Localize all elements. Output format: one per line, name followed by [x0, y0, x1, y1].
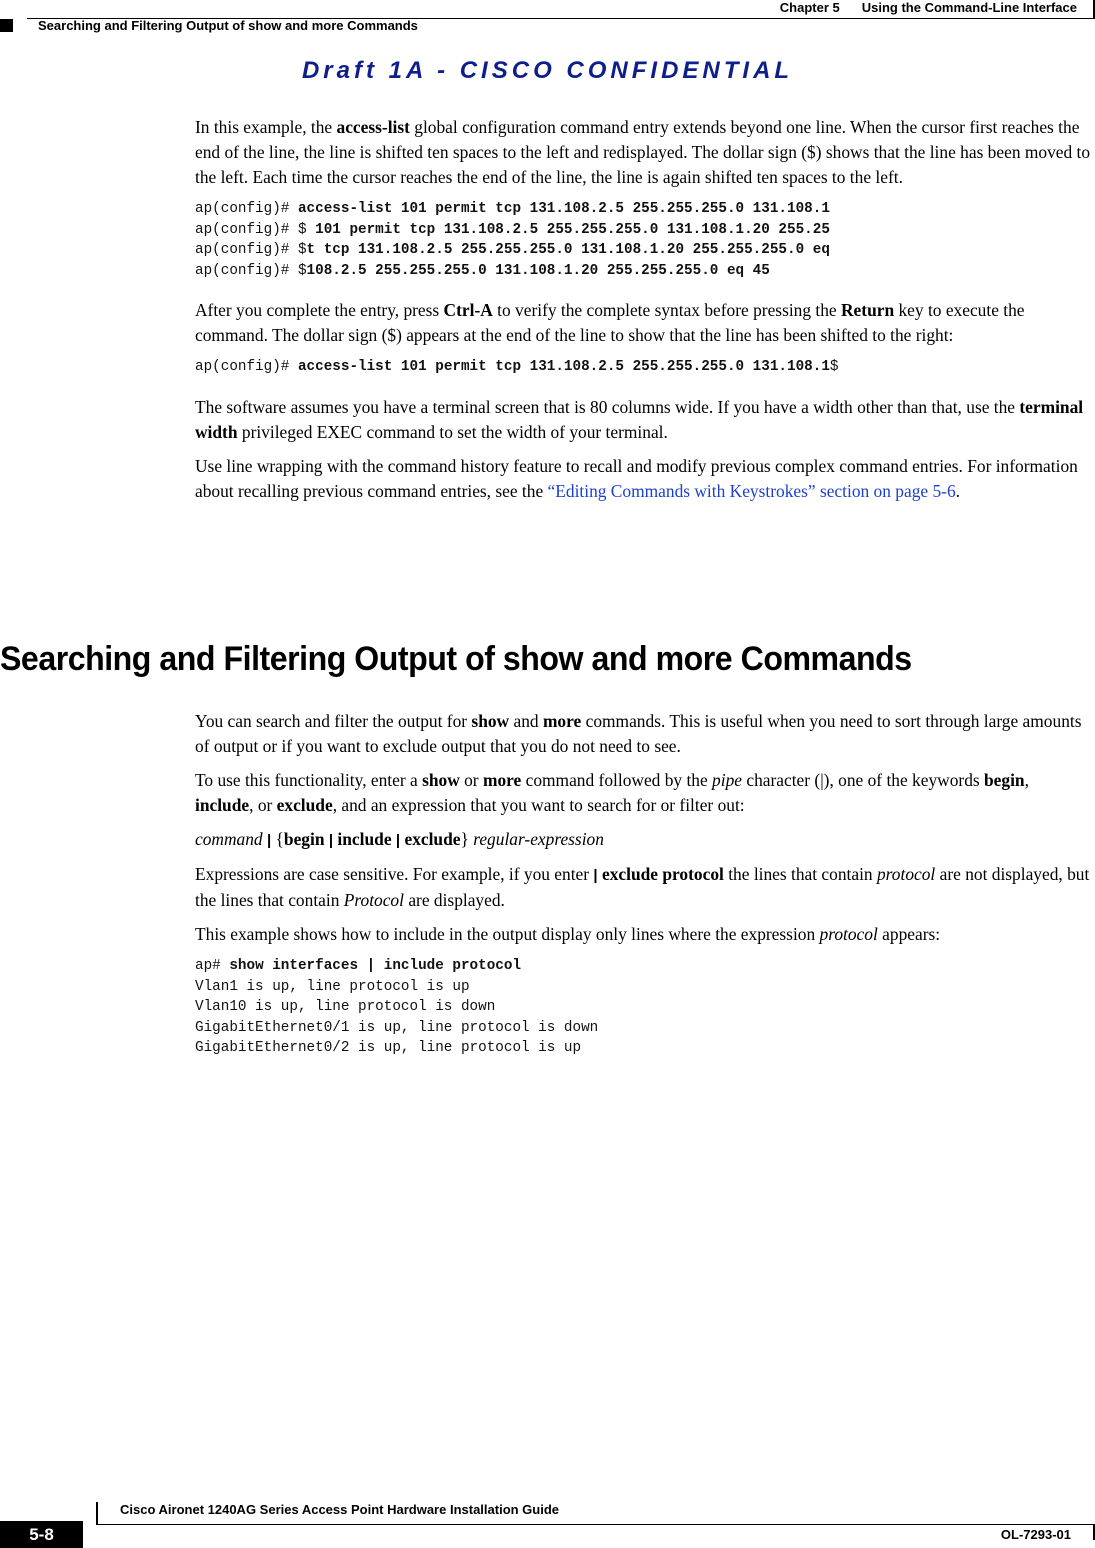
paragraph	[195, 922, 1091, 947]
prompt: ap(config)#	[195, 359, 298, 375]
text: , and an expression that you want to search for or filter out:	[332, 795, 745, 815]
command: access-list 101 permit tcp 131.108.2.5 255.255.255.0 131.108.1	[297, 201, 830, 217]
command-keyword: begin	[984, 770, 1025, 790]
text: character (|), one of the keywords	[742, 770, 985, 790]
text: Use line wrapping with the command history feature to recall and modify previous complex command entries. For information about recalling previous command entries, see the	[195, 455, 1078, 501]
text: Expressions are case sensitive. For example, if you enter	[195, 864, 594, 884]
syntax-line	[195, 827, 1091, 853]
text: to verify the complete syntax before pressing the	[492, 300, 841, 320]
dollar-marker: $	[829, 359, 839, 375]
text: In this example, the	[195, 117, 337, 137]
text: ,	[1024, 770, 1029, 790]
text: You can search and filter the output for	[195, 711, 472, 731]
command-keyword: show	[422, 770, 460, 790]
text: global configuration command entry extends beyond one line. When the cursor first reaches the end of the line, the line is shifted ten spaces to the left and redisplayed. The dollar sign ($) shows that the line has been moved to the left. Each time the cursor reaches the end of the line, the line is again shifted ten spaces to the left.	[195, 117, 1091, 187]
key-name: Ctrl-A	[443, 300, 493, 320]
syntax-pipe: |	[266, 832, 272, 849]
text: This example shows how to include in the output display only lines where the expression	[195, 924, 820, 944]
syntax-keyword: include	[337, 829, 392, 849]
chapter-title: Using the Command-Line Interface	[861, 0, 1077, 15]
text: To use this functionality, enter a	[195, 770, 423, 790]
running-header-section: Searching and Filtering Output of show and more Commands	[38, 18, 418, 33]
text: , or	[249, 795, 277, 815]
syntax-brace: {	[275, 829, 284, 849]
syntax-argument: regular-expression	[473, 829, 604, 849]
prompt: ap(config)# $	[195, 262, 307, 279]
footer-guide-title: Cisco Aironet 1240AG Series Access Point Hardware Installation Guide	[120, 1502, 560, 1517]
paragraph	[195, 768, 1091, 818]
command-keyword: exclude protocol	[601, 864, 724, 884]
syntax-pipe: |	[395, 832, 401, 849]
text: appears:	[877, 924, 941, 944]
footer-rule	[96, 1524, 1095, 1525]
pipe-char: |	[593, 867, 598, 884]
paragraph	[195, 454, 1091, 504]
term: Protocol	[343, 890, 404, 910]
section-heading: Searching and Filtering Output of show and more Commands	[0, 640, 912, 678]
prompt: ap(config)# $	[195, 221, 316, 238]
command: show interfaces | include protocol	[229, 958, 522, 974]
command-keyword: more	[482, 770, 522, 790]
text: command followed by the	[521, 770, 713, 790]
code-example-ctrl-a	[195, 357, 1091, 378]
text: are displayed.	[403, 890, 505, 910]
chapter-number: Chapter 5	[779, 0, 840, 15]
code-example-wrap	[195, 199, 1091, 281]
output-line: Vlan1 is up, line protocol is up	[195, 978, 470, 995]
cross-reference-link[interactable]: “Editing Commands with Keystrokes” section on page 5-6	[547, 480, 956, 501]
text: .	[955, 480, 961, 501]
running-header-chapter	[780, 0, 1077, 15]
command-keyword: access-list	[336, 117, 410, 137]
syntax-pipe: |	[328, 832, 334, 849]
term: protocol	[876, 864, 936, 884]
text: and	[509, 711, 543, 731]
text: the lines that contain	[723, 864, 877, 884]
syntax-keyword: begin	[283, 829, 325, 849]
prompt: ap(config)# $	[195, 242, 307, 258]
footer-tick	[96, 1502, 98, 1525]
paragraph	[195, 395, 1091, 445]
term: protocol	[819, 924, 878, 944]
command: access-list 101 permit tcp 131.108.2.5 255.255.255.0 131.108.1	[297, 359, 830, 375]
paragraph	[195, 298, 1091, 348]
page-number: 5-8	[0, 1521, 83, 1548]
command: 108.2.5 255.255.255.0 131.108.1.20 255.255.255.0 eq 45	[306, 262, 770, 279]
output-line: GigabitEthernet0/1 is up, line protocol is down	[195, 1019, 599, 1036]
command-keyword: more	[542, 711, 582, 731]
intro-content	[195, 115, 1091, 513]
footer-doc-id: OL-7293-01	[1000, 1527, 1071, 1542]
text: commands. This is useful when you need to sort through large amounts of output or if you want to exclude output that you do not need to see.	[195, 711, 1082, 756]
paragraph	[195, 709, 1091, 759]
command-keyword: terminal width	[195, 396, 1084, 442]
text: key to execute the command. The dollar sign ($) appears at the end of the line to show that the line has been shifted to the right:	[195, 300, 1025, 345]
prompt: ap(config)#	[195, 201, 298, 217]
text: or	[459, 770, 483, 790]
code-example-include	[195, 956, 1091, 1059]
paragraph	[195, 862, 1091, 913]
text: After you complete the entry, press	[195, 300, 444, 320]
prompt: ap#	[195, 958, 230, 974]
text: are not displayed, but the lines that contain	[195, 864, 1090, 910]
text: The software assumes you have a terminal screen that is 80 columns wide. If you have a width other than that, use the	[195, 396, 1020, 417]
header-marker-block	[0, 19, 13, 32]
command: 101 permit tcp 131.108.2.5 255.255.255.0 131.108.1.20 255.25	[315, 221, 830, 238]
output-line: GigabitEthernet0/2 is up, line protocol is up	[195, 1040, 582, 1056]
command-keyword: exclude	[276, 795, 333, 815]
output-line: Vlan10 is up, line protocol is down	[195, 999, 496, 1015]
text: privileged EXEC command to set the width of your terminal.	[237, 421, 668, 442]
command-keyword: include	[195, 795, 250, 815]
paragraph	[195, 115, 1091, 190]
draft-watermark: Draft 1A - CISCO CONFIDENTIAL	[301, 57, 794, 84]
syntax-keyword: exclude	[404, 829, 461, 849]
command-keyword: show	[471, 711, 510, 731]
syntax-argument: command	[195, 829, 263, 849]
key-name: Return	[841, 300, 895, 320]
syntax-brace: }	[460, 829, 469, 849]
command: t tcp 131.108.2.5 255.255.255.0 131.108.1.20 255.255.255.0 eq	[306, 242, 830, 258]
term: pipe	[712, 770, 742, 790]
section-content	[195, 709, 1091, 1076]
